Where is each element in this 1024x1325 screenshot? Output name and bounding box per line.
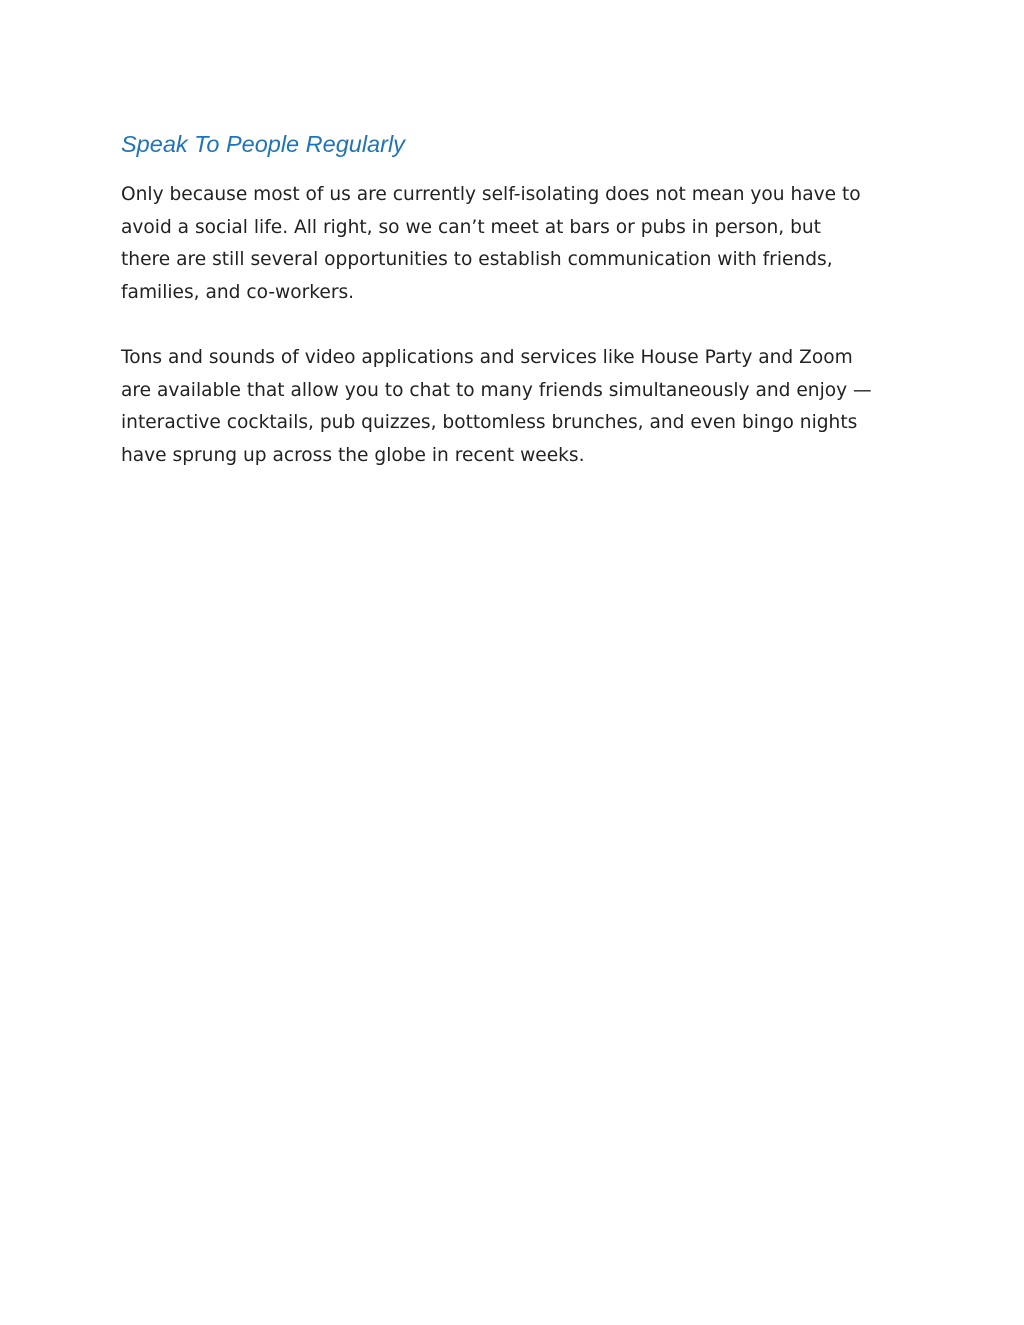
paragraph-2-line: have sprung up across the globe in recent weeks.: [121, 444, 585, 466]
section-heading: Speak To People Regularly: [121, 131, 405, 157]
paragraph-2-line: are available that allow you to chat to many friends simultaneously and enjoy —: [121, 379, 872, 401]
paragraph-1: [121, 179, 911, 310]
paragraph-1-line: Only because most of us are currently self-isolating does not mean you have to: [121, 184, 861, 205]
paragraph-1-line: there are still several opportunities to establish communication with friends,: [121, 249, 833, 271]
paragraph-2-line: Tons and sounds of video applications and services like House Party and Zoom: [121, 346, 853, 368]
paragraph-2-line: interactive cocktails, pub quizzes, bottomless brunches, and even bingo nights: [121, 412, 858, 434]
paragraph-1-line: families, and co-workers.: [121, 282, 355, 304]
paragraph-2: [121, 342, 911, 473]
document-content: [121, 126, 911, 473]
paragraph-1-line: avoid a social life. All right, so we can’t meet at bars or pubs in person, but: [121, 216, 821, 238]
